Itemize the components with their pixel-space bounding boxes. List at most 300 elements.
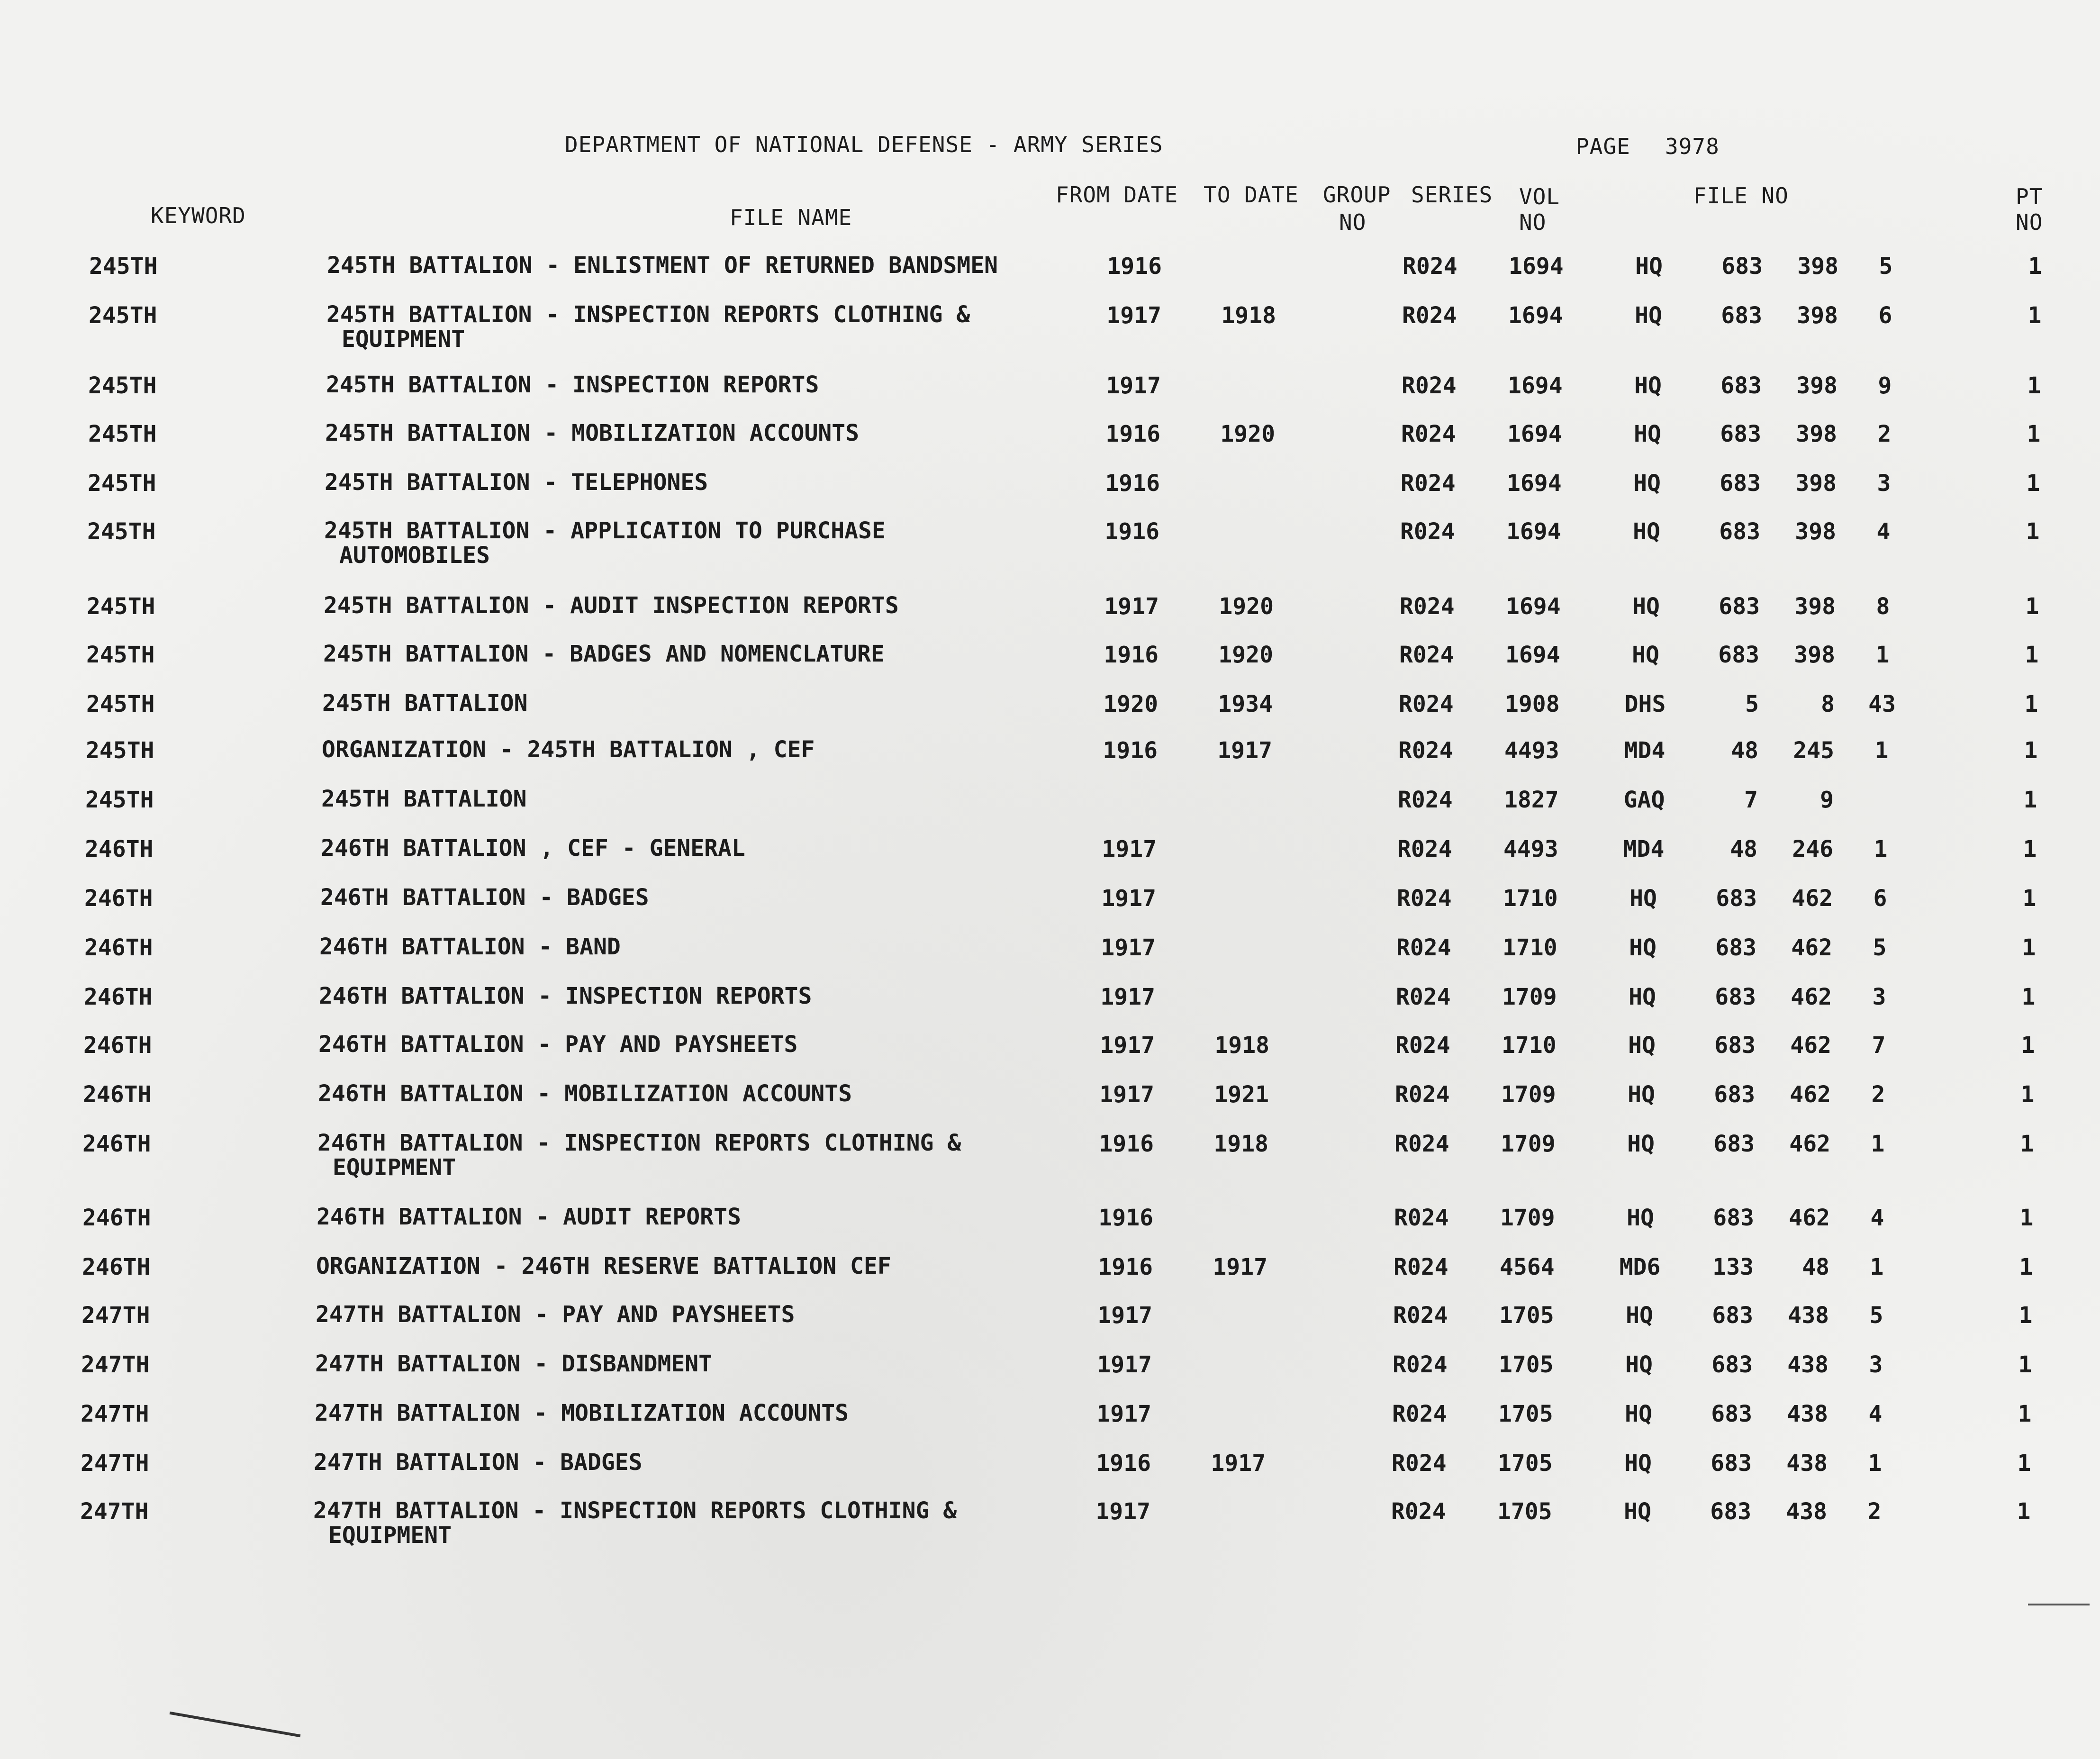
keyword-cell: 245TH bbox=[88, 372, 157, 399]
pt-no-cell: 1 bbox=[2021, 1032, 2035, 1059]
from-date-cell: 1916 bbox=[1105, 470, 1160, 497]
pt-no-cell: 1 bbox=[2026, 470, 2040, 497]
vol-cell: 1694 bbox=[1507, 421, 1562, 447]
series-cell: R024 bbox=[1393, 1351, 1448, 1378]
column-header-vol-no: NO bbox=[1519, 209, 1547, 235]
file-no-part2-cell: 9 bbox=[1820, 787, 1834, 813]
to-date-cell: 1917 bbox=[1217, 737, 1272, 764]
file-no-prefix-cell: HQ bbox=[1635, 253, 1663, 280]
keyword-cell: 246TH bbox=[84, 934, 153, 961]
file-no-part3-cell: 6 bbox=[1878, 302, 1892, 329]
table-row bbox=[0, 690, 2100, 740]
file-no-part3-cell: 4 bbox=[1868, 1401, 1883, 1427]
table-row bbox=[0, 420, 2100, 470]
table-row bbox=[0, 736, 2100, 787]
keyword-cell: 245TH bbox=[88, 421, 157, 447]
file-no-part1-cell: 7 bbox=[1744, 787, 1758, 813]
file-name-line: 246TH BATTALION - BAND bbox=[319, 934, 621, 960]
file-no-prefix-cell: DHS bbox=[1624, 691, 1666, 717]
from-date-cell: 1917 bbox=[1099, 1081, 1154, 1108]
file-no-part3-cell: 2 bbox=[1871, 1081, 1885, 1108]
keyword-cell: 246TH bbox=[85, 836, 154, 862]
file-name-line: 245TH BATTALION - BADGES AND NOMENCLATURE bbox=[323, 641, 885, 667]
file-name-cell bbox=[319, 984, 812, 1008]
pt-no-cell: 1 bbox=[2020, 1081, 2035, 1108]
file-name-cell bbox=[325, 421, 859, 445]
file-name-cell bbox=[324, 518, 886, 568]
keyword-cell: 245TH bbox=[88, 470, 156, 497]
file-name-line: ORGANIZATION - 246TH RESERVE BATTALION CEF bbox=[316, 1253, 891, 1279]
vol-cell: 4564 bbox=[1500, 1254, 1555, 1280]
column-header-from-date: FROM DATE bbox=[1056, 182, 1178, 208]
vol-cell: 1705 bbox=[1499, 1302, 1554, 1329]
file-no-part2-cell: 462 bbox=[1791, 984, 1832, 1010]
file-name-line: 246TH BATTALION - INSPECTION REPORTS bbox=[319, 983, 812, 1009]
vol-cell: 1827 bbox=[1504, 787, 1559, 813]
series-cell: R024 bbox=[1395, 1032, 1450, 1059]
file-no-prefix-cell: HQ bbox=[1627, 1205, 1654, 1231]
file-no-prefix-cell: HQ bbox=[1629, 934, 1656, 961]
file-no-prefix-cell: GAQ bbox=[1623, 787, 1665, 813]
file-no-part1-cell: 48 bbox=[1730, 836, 1757, 862]
file-no-part2-cell: 462 bbox=[1790, 1032, 1831, 1059]
file-name-cell bbox=[321, 787, 526, 811]
keyword-cell: 246TH bbox=[83, 1032, 152, 1059]
file-no-part3-cell: 2 bbox=[1867, 1498, 1882, 1525]
keyword-cell: 246TH bbox=[82, 1205, 151, 1231]
column-header-file-name: FILE NAME bbox=[730, 205, 852, 230]
file-name-line: 245TH BATTALION bbox=[322, 690, 528, 716]
series-cell: R024 bbox=[1395, 1081, 1450, 1108]
file-no-part3-cell: 7 bbox=[1872, 1032, 1886, 1059]
vol-cell: 1694 bbox=[1506, 593, 1561, 620]
from-date-cell: 1917 bbox=[1097, 1302, 1152, 1329]
file-name-cell bbox=[320, 885, 649, 910]
file-no-part1-cell: 683 bbox=[1715, 934, 1756, 961]
pt-no-cell: 1 bbox=[2027, 372, 2041, 399]
file-no-part1-cell: 683 bbox=[1720, 470, 1761, 497]
column-header-pt: PT bbox=[2016, 184, 2043, 209]
file-no-part2-cell: 398 bbox=[1797, 253, 1838, 280]
file-no-prefix-cell: HQ bbox=[1635, 302, 1662, 329]
file-no-part2-cell: 398 bbox=[1794, 642, 1835, 668]
to-date-cell: 1918 bbox=[1221, 302, 1276, 329]
file-name-cell bbox=[321, 836, 745, 861]
from-date-cell: 1917 bbox=[1100, 984, 1155, 1010]
vol-cell: 1694 bbox=[1509, 253, 1564, 280]
pt-no-cell: 1 bbox=[2017, 1450, 2031, 1477]
to-date-cell: 1920 bbox=[1218, 642, 1273, 668]
file-no-part1-cell: 683 bbox=[1721, 302, 1762, 329]
pt-no-cell: 1 bbox=[2020, 1131, 2034, 1157]
vol-cell: 1710 bbox=[1503, 885, 1558, 912]
from-date-cell: 1916 bbox=[1104, 518, 1159, 545]
series-cell: R024 bbox=[1393, 1302, 1448, 1329]
pt-no-cell: 1 bbox=[2026, 518, 2040, 545]
table-row bbox=[0, 1449, 2100, 1499]
file-no-part2-cell: 462 bbox=[1791, 934, 1832, 961]
pt-no-cell: 1 bbox=[2018, 1401, 2032, 1427]
file-no-part1-cell: 683 bbox=[1716, 885, 1757, 912]
file-no-part1-cell: 683 bbox=[1711, 1401, 1752, 1427]
series-cell: R024 bbox=[1400, 518, 1455, 545]
vol-cell: 1694 bbox=[1505, 642, 1560, 668]
file-name-cell bbox=[318, 1081, 852, 1106]
file-no-part2-cell: 398 bbox=[1795, 470, 1837, 497]
from-date-cell: 1917 bbox=[1101, 885, 1156, 912]
vol-cell: 1709 bbox=[1501, 1131, 1556, 1157]
file-no-part3-cell: 1 bbox=[1875, 642, 1890, 668]
file-no-part2-cell: 8 bbox=[1821, 691, 1835, 717]
file-name-cell bbox=[322, 737, 815, 762]
file-no-part3-cell: 1 bbox=[1871, 1131, 1885, 1157]
table-row bbox=[0, 835, 2100, 885]
file-no-part1-cell: 683 bbox=[1711, 1351, 1753, 1378]
series-cell: R024 bbox=[1402, 302, 1457, 329]
column-header-keyword: KEYWORD bbox=[151, 203, 246, 228]
file-no-part2-cell: 398 bbox=[1797, 302, 1838, 329]
file-name-line: 245TH BATTALION bbox=[321, 786, 527, 812]
file-name-line: 245TH BATTALION - INSPECTION REPORTS bbox=[326, 372, 819, 398]
pt-no-cell: 1 bbox=[2025, 642, 2039, 668]
table-row bbox=[0, 1301, 2100, 1351]
table-row bbox=[0, 1080, 2100, 1131]
file-no-part1-cell: 683 bbox=[1718, 642, 1759, 668]
file-no-prefix-cell: HQ bbox=[1632, 642, 1659, 668]
pt-no-cell: 1 bbox=[2019, 1302, 2033, 1329]
table-row bbox=[0, 469, 2100, 519]
file-name-line: 246TH BATTALION - BADGES bbox=[320, 884, 649, 911]
file-no-part2-cell: 438 bbox=[1787, 1401, 1828, 1427]
file-name-line: 245TH BATTALION - MOBILIZATION ACCOUNTS bbox=[325, 420, 860, 446]
to-date-cell: 1934 bbox=[1218, 691, 1273, 717]
file-no-part3-cell: 4 bbox=[1870, 1205, 1884, 1231]
file-no-part3-cell: 4 bbox=[1876, 518, 1891, 545]
file-name-line: 247TH BATTALION - BADGES bbox=[314, 1449, 643, 1476]
keyword-cell: 245TH bbox=[85, 787, 154, 813]
file-no-part3-cell: 5 bbox=[1873, 934, 1887, 961]
file-name-continuation: EQUIPMENT bbox=[328, 1522, 452, 1549]
pt-no-cell: 1 bbox=[2024, 737, 2038, 764]
file-no-prefix-cell: HQ bbox=[1625, 1351, 1653, 1378]
pt-no-cell: 1 bbox=[2022, 934, 2036, 961]
pt-no-cell: 1 bbox=[2022, 885, 2037, 912]
file-no-part1-cell: 48 bbox=[1731, 737, 1758, 764]
file-no-prefix-cell: HQ bbox=[1628, 1032, 1656, 1059]
table-row bbox=[0, 517, 2100, 569]
keyword-cell: 246TH bbox=[83, 1081, 152, 1108]
file-no-part3-cell: 1 bbox=[1874, 836, 1888, 862]
series-cell: R024 bbox=[1399, 642, 1454, 668]
file-no-prefix-cell: HQ bbox=[1633, 518, 1660, 545]
file-no-part1-cell: 683 bbox=[1711, 1450, 1752, 1477]
from-date-cell: 1916 bbox=[1104, 642, 1159, 668]
series-cell: R024 bbox=[1401, 470, 1456, 497]
to-date-cell: 1918 bbox=[1214, 1032, 1269, 1059]
series-cell: R024 bbox=[1394, 1254, 1448, 1280]
series-cell: R024 bbox=[1398, 737, 1453, 764]
file-no-part3-cell: 1 bbox=[1874, 737, 1889, 764]
file-no-part1-cell: 683 bbox=[1719, 593, 1760, 620]
from-date-cell: 1917 bbox=[1095, 1498, 1150, 1525]
file-name-line: 245TH BATTALION - TELEPHONES bbox=[325, 469, 708, 496]
from-date-cell: 1917 bbox=[1101, 934, 1156, 961]
from-date-cell: 1916 bbox=[1107, 253, 1162, 280]
file-no-part2-cell: 398 bbox=[1794, 593, 1836, 620]
file-name-cell bbox=[322, 691, 527, 716]
file-no-prefix-cell: HQ bbox=[1632, 593, 1660, 620]
file-no-part2-cell: 48 bbox=[1802, 1254, 1829, 1280]
file-no-part1-cell: 683 bbox=[1714, 1081, 1755, 1108]
column-header-vol: VOL bbox=[1519, 184, 1560, 209]
vol-cell: 1710 bbox=[1502, 1032, 1557, 1059]
from-date-cell: 1917 bbox=[1106, 302, 1161, 329]
table-row bbox=[0, 1497, 2100, 1549]
from-date-cell: 1916 bbox=[1098, 1205, 1153, 1231]
file-name-cell bbox=[316, 1302, 795, 1327]
file-no-part2-cell: 245 bbox=[1793, 737, 1834, 764]
series-cell: R024 bbox=[1403, 253, 1457, 280]
vol-cell: 1709 bbox=[1502, 984, 1557, 1010]
table-row bbox=[0, 983, 2100, 1033]
file-name-line: 245TH BATTALION - ENLISTMENT OF RETURNED BANDSMEN bbox=[327, 252, 998, 279]
column-header-pt-no: NO bbox=[2016, 209, 2043, 235]
file-no-prefix-cell: HQ bbox=[1625, 1401, 1652, 1427]
table-row bbox=[0, 374, 2100, 422]
file-name-line: 245TH BATTALION - INSPECTION REPORTS CLOTHING & bbox=[326, 301, 970, 328]
keyword-cell: 246TH bbox=[82, 1131, 151, 1157]
series-cell: R024 bbox=[1396, 984, 1451, 1010]
from-date-cell: 1917 bbox=[1097, 1351, 1152, 1378]
to-date-cell: 1917 bbox=[1211, 1450, 1266, 1477]
file-no-part3-cell: 1 bbox=[1870, 1254, 1884, 1280]
to-date-cell: 1918 bbox=[1213, 1131, 1268, 1157]
file-name-line: 245TH BATTALION - AUDIT INSPECTION REPORTS bbox=[324, 592, 899, 619]
vol-cell: 1705 bbox=[1497, 1498, 1552, 1525]
from-date-cell: 1917 bbox=[1102, 836, 1157, 862]
file-no-prefix-cell: MD6 bbox=[1619, 1254, 1661, 1280]
series-cell: R024 bbox=[1398, 787, 1453, 813]
file-no-prefix-cell: HQ bbox=[1634, 421, 1661, 447]
file-name-cell bbox=[314, 1450, 643, 1475]
from-date-cell: 1917 bbox=[1096, 1401, 1151, 1427]
file-name-continuation: AUTOMOBILES bbox=[339, 542, 490, 569]
vol-cell: 1705 bbox=[1499, 1351, 1554, 1378]
vol-cell: 1710 bbox=[1503, 934, 1557, 961]
file-name-line: 246TH BATTALION , CEF - GENERAL bbox=[321, 835, 745, 861]
keyword-cell: 247TH bbox=[81, 1401, 149, 1427]
series-cell: R024 bbox=[1401, 421, 1456, 447]
file-no-part2-cell: 462 bbox=[1790, 1081, 1831, 1108]
table-row bbox=[0, 592, 2100, 643]
vol-cell: 1908 bbox=[1505, 691, 1560, 717]
to-date-cell: 1920 bbox=[1219, 593, 1274, 620]
table-row bbox=[0, 1400, 2100, 1450]
pen-stroke-mark bbox=[2028, 1604, 2090, 1605]
vol-cell: 1705 bbox=[1498, 1450, 1553, 1477]
file-no-part2-cell: 438 bbox=[1786, 1450, 1828, 1477]
from-date-cell: 1920 bbox=[1103, 691, 1158, 717]
series-cell: R024 bbox=[1402, 372, 1457, 399]
keyword-cell: 247TH bbox=[81, 1450, 149, 1477]
file-no-part2-cell: 438 bbox=[1786, 1498, 1827, 1525]
file-name-line: 246TH BATTALION - MOBILIZATION ACCOUNTS bbox=[318, 1080, 852, 1107]
from-date-cell: 1916 bbox=[1105, 421, 1160, 447]
file-no-part3-cell: 2 bbox=[1877, 421, 1892, 447]
file-name-cell bbox=[326, 302, 970, 352]
from-date-cell: 1917 bbox=[1104, 593, 1159, 620]
file-name-line: 245TH BATTALION - APPLICATION TO PURCHASE bbox=[324, 517, 886, 544]
table-row bbox=[0, 1353, 2100, 1401]
file-no-part3-cell: 6 bbox=[1873, 885, 1887, 912]
file-name-continuation: EQUIPMENT bbox=[342, 326, 465, 353]
file-name-cell bbox=[324, 593, 899, 618]
file-no-part1-cell: 683 bbox=[1712, 1302, 1753, 1329]
file-no-part3-cell: 3 bbox=[1869, 1351, 1883, 1378]
series-cell: R024 bbox=[1397, 885, 1452, 912]
pt-no-cell: 1 bbox=[2018, 1351, 2032, 1378]
file-name-cell bbox=[319, 934, 621, 959]
file-name-cell bbox=[313, 1498, 957, 1548]
vol-cell: 1694 bbox=[1506, 518, 1561, 545]
keyword-cell: 246TH bbox=[84, 984, 153, 1010]
pen-stroke-mark bbox=[170, 1712, 301, 1738]
file-no-part1-cell: 683 bbox=[1714, 1032, 1756, 1059]
file-no-part2-cell: 462 bbox=[1789, 1131, 1830, 1157]
series-cell: R024 bbox=[1399, 691, 1454, 717]
file-no-prefix-cell: HQ bbox=[1634, 372, 1662, 399]
pt-no-cell: 1 bbox=[2027, 421, 2041, 447]
file-name-cell bbox=[326, 372, 819, 397]
file-no-part2-cell: 398 bbox=[1796, 421, 1837, 447]
keyword-cell: 245TH bbox=[86, 642, 155, 668]
keyword-cell: 247TH bbox=[81, 1302, 150, 1329]
file-no-part3-cell: 3 bbox=[1872, 984, 1886, 1010]
file-no-part3-cell: 1 bbox=[1868, 1450, 1882, 1477]
keyword-cell: 245TH bbox=[89, 253, 158, 280]
vol-cell: 1694 bbox=[1507, 470, 1562, 497]
file-name-cell bbox=[325, 470, 708, 495]
file-no-part2-cell: 438 bbox=[1788, 1302, 1829, 1329]
file-no-part1-cell: 683 bbox=[1713, 1131, 1755, 1157]
table-row bbox=[0, 1253, 2100, 1303]
from-date-cell: 1917 bbox=[1106, 372, 1161, 399]
file-no-part3-cell: 3 bbox=[1877, 470, 1891, 497]
pt-no-cell: 1 bbox=[2024, 691, 2038, 717]
from-date-cell: 1916 bbox=[1099, 1131, 1154, 1157]
vol-cell: 1709 bbox=[1500, 1205, 1555, 1231]
from-date-cell: 1917 bbox=[1100, 1032, 1155, 1059]
file-name-cell bbox=[323, 642, 885, 666]
series-cell: R024 bbox=[1394, 1131, 1449, 1157]
keyword-cell: 245TH bbox=[86, 691, 155, 717]
column-header-group: GROUP bbox=[1323, 182, 1391, 208]
file-no-part1-cell: 683 bbox=[1715, 984, 1756, 1010]
table-row bbox=[0, 301, 2100, 353]
file-no-prefix-cell: HQ bbox=[1627, 1131, 1655, 1157]
file-name-line: 247TH BATTALION - PAY AND PAYSHEETS bbox=[316, 1301, 795, 1328]
file-name-line: 247TH BATTALION - MOBILIZATION ACCOUNTS bbox=[315, 1400, 849, 1426]
pt-no-cell: 1 bbox=[2019, 1254, 2033, 1280]
pt-no-cell: 1 bbox=[2023, 836, 2037, 862]
keyword-cell: 247TH bbox=[81, 1351, 150, 1378]
pt-no-cell: 1 bbox=[2023, 787, 2037, 813]
file-name-cell bbox=[327, 253, 998, 278]
from-date-cell: 1916 bbox=[1098, 1254, 1153, 1280]
table-row bbox=[0, 1206, 2100, 1254]
file-no-part3-cell: 5 bbox=[1869, 1302, 1883, 1329]
column-header-to-date: TO DATE bbox=[1204, 182, 1299, 208]
series-cell: R024 bbox=[1400, 593, 1455, 620]
file-name-line: 247TH BATTALION - INSPECTION REPORTS CLOTHING & bbox=[313, 1497, 957, 1524]
file-no-part3-cell: 8 bbox=[1876, 593, 1890, 620]
vol-cell: 4493 bbox=[1503, 836, 1558, 862]
page-number: 3978 bbox=[1665, 134, 1720, 159]
keyword-cell: 245TH bbox=[89, 302, 157, 329]
to-date-cell: 1920 bbox=[1220, 421, 1275, 447]
from-date-cell: 1916 bbox=[1096, 1450, 1151, 1477]
vol-cell: 1694 bbox=[1508, 372, 1563, 399]
file-no-part2-cell: 398 bbox=[1796, 372, 1838, 399]
column-header-group-no: NO bbox=[1339, 209, 1367, 235]
file-name-line: 246TH BATTALION - PAY AND PAYSHEETS bbox=[318, 1031, 798, 1058]
series-cell: R024 bbox=[1394, 1205, 1449, 1231]
column-header-file-no: FILE NO bbox=[1693, 183, 1789, 209]
table-row bbox=[0, 884, 2100, 934]
file-no-prefix-cell: HQ bbox=[1624, 1498, 1651, 1525]
pt-no-cell: 1 bbox=[2019, 1205, 2034, 1231]
file-name-line: ORGANIZATION - 245TH BATTALION , CEF bbox=[322, 736, 815, 763]
document-title: DEPARTMENT OF NATIONAL DEFENSE - ARMY SERIES bbox=[565, 132, 1163, 157]
file-no-prefix-cell: MD4 bbox=[1623, 836, 1665, 862]
series-cell: R024 bbox=[1391, 1498, 1446, 1525]
table-row bbox=[0, 786, 2100, 836]
file-no-prefix-cell: HQ bbox=[1628, 1081, 1655, 1108]
pt-no-cell: 1 bbox=[2021, 984, 2036, 1010]
file-no-prefix-cell: HQ bbox=[1633, 470, 1661, 497]
file-name-cell bbox=[315, 1351, 712, 1376]
table-row bbox=[0, 252, 2100, 302]
keyword-cell: 245TH bbox=[87, 593, 155, 620]
page-label: PAGE bbox=[1576, 134, 1630, 159]
file-no-part1-cell: 683 bbox=[1720, 372, 1762, 399]
file-name-cell bbox=[316, 1254, 891, 1278]
keyword-cell: 245TH bbox=[86, 737, 154, 764]
file-no-part3-cell: 9 bbox=[1878, 372, 1892, 399]
file-no-part1-cell: 133 bbox=[1712, 1254, 1754, 1280]
file-name-cell bbox=[317, 1131, 961, 1180]
vol-cell: 4493 bbox=[1504, 737, 1559, 764]
file-no-part3-cell: 5 bbox=[1879, 253, 1893, 280]
file-no-part2-cell: 398 bbox=[1795, 518, 1836, 545]
file-name-line: 247TH BATTALION - DISBANDMENT bbox=[315, 1351, 713, 1377]
file-name-line: 246TH BATTALION - AUDIT REPORTS bbox=[317, 1204, 741, 1230]
pt-no-cell: 1 bbox=[2025, 593, 2039, 620]
keyword-cell: 246TH bbox=[82, 1254, 151, 1280]
file-no-part1-cell: 683 bbox=[1721, 253, 1763, 280]
table-row bbox=[0, 936, 2100, 984]
file-no-prefix-cell: HQ bbox=[1629, 984, 1656, 1010]
to-date-cell: 1921 bbox=[1214, 1081, 1269, 1108]
file-no-part1-cell: 683 bbox=[1719, 518, 1760, 545]
pt-no-cell: 1 bbox=[2017, 1498, 2031, 1525]
pt-no-cell: 1 bbox=[2028, 302, 2042, 329]
file-no-part1-cell: 683 bbox=[1710, 1498, 1751, 1525]
file-name-line: 246TH BATTALION - INSPECTION REPORTS CLOTHING & bbox=[317, 1130, 961, 1156]
keyword-cell: 247TH bbox=[80, 1498, 149, 1525]
file-no-part2-cell: 462 bbox=[1792, 885, 1833, 912]
from-date-cell: 1916 bbox=[1103, 737, 1158, 764]
